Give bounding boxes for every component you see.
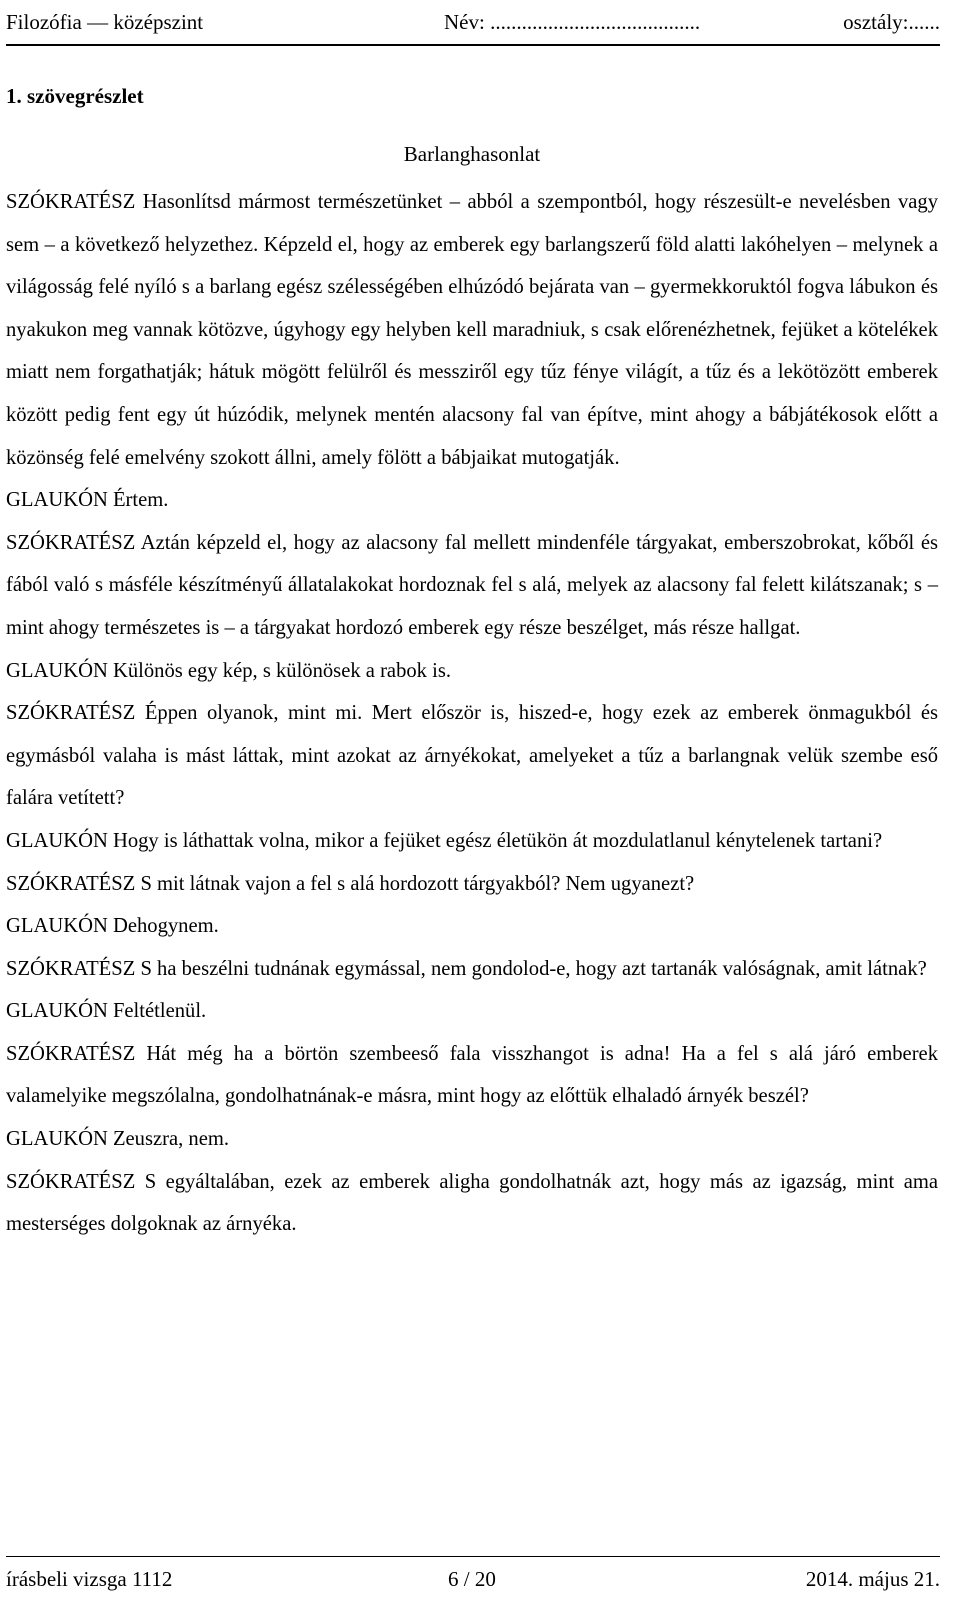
class-field: osztály:...... [843,10,940,34]
paragraph: GLAUKÓN Értem. [6,489,169,512]
page-footer [6,1556,940,1597]
paragraph: SZÓKRATÉSZ Éppen olyanok, mint mi. Mert először is, hiszed-e, hogy ezek az emberek önmagukból és egymásból valaha is mást láttak, mint azokat az árnyékokat, amelyeket a tűz a barlangnak velük szembe eső falára vetített? [6,702,938,810]
paragraph: GLAUKÓN Feltétlenül. [6,1000,207,1023]
paragraph: GLAUKÓN Hogy is láthattak volna, mikor a fejüket egész életükön át mozdulatlanul kénytelenek tartani? [6,829,883,852]
dialogue-text [6,181,938,1246]
exam-date: 2014. május 21. [805,1567,940,1591]
page-header [6,4,940,46]
paragraph: GLAUKÓN Dehogynem. [6,915,219,938]
page-number: 6 / 20 [448,1567,496,1591]
paragraph: SZÓKRATÉSZ S egyáltalában, ezek az emberek aligha gondolhatnák azt, hogy más az igazság, mint ama mesterséges dolgoknak az árnyéka. [6,1170,938,1236]
subject-label: Filozófia — középszint [6,10,204,34]
paragraph: GLAUKÓN Különös egy kép, s különösek a rabok is. [6,659,451,682]
section-title: 1. szövegrészlet [6,84,144,108]
name-field: Név: ........................................ [444,10,701,34]
paragraph: SZÓKRATÉSZ S mit látnak vajon a fel s alá hordozott tárgyakból? Nem ugyanezt? [6,872,695,895]
paragraph: SZÓKRATÉSZ S ha beszélni tudnának egymással, nem gondolod-e, hogy azt tartanák valóságnak, amit látnak? [6,957,927,980]
paragraph: SZÓKRATÉSZ Hasonlítsd mármost természetünket – abból a szempontból, hogy részesült-e nevelésben vagy sem – a következő helyzethez. Képzeld el, hogy az emberek egy barlangszerű föld alatti lakóhelyen – melynek a világosság felé nyíló s a barlang egész szélességében elhúzódó bejárata van – gyermekkoruktól fogva lábukon és nyakukon meg vannak kötözve, úgyhogy egy helyben kell maradniuk, s csak előrenézhetnek, fejüket a kötelékek miatt nem forgathatják; hátuk mögött felülről és messziről egy tűz fénye világít, a tűz és a lekötözött emberek között pedig fent egy út húzódik, melynek mentén alacsony fal van építve, mint ahogy a bábjátékosok előtt a közönség felé emelvény szokott állni, amely fölött a bábjaikat mutogatják. [6,191,938,469]
paragraph: SZÓKRATÉSZ Aztán képzeld el, hogy az alacsony fal mellett mindenféle tárgyakat, emberszobrokat, kőből és fából való s másféle készítményű állatalakokat hordoznak fel s alá, melyek az alacsony fal felett kilátszanak; s – mint ahogy természetes is – a tárgyakat hordozó emberek egy része beszélget, más része hallgat. [6,531,938,639]
exam-code: írásbeli vizsga 1112 [6,1567,173,1591]
paragraph: SZÓKRATÉSZ Hát még ha a börtön szembeeső fala visszhangot is adna! Ha a fel s alá járó emberek valamelyike megszólalna, gondolhatnának-e másra, mint hogy az előttük elhaladó árnyék beszél? [6,1042,938,1108]
paragraph: GLAUKÓN Zeuszra, nem. [6,1128,230,1151]
document-title: Barlanghasonlat [403,142,541,166]
